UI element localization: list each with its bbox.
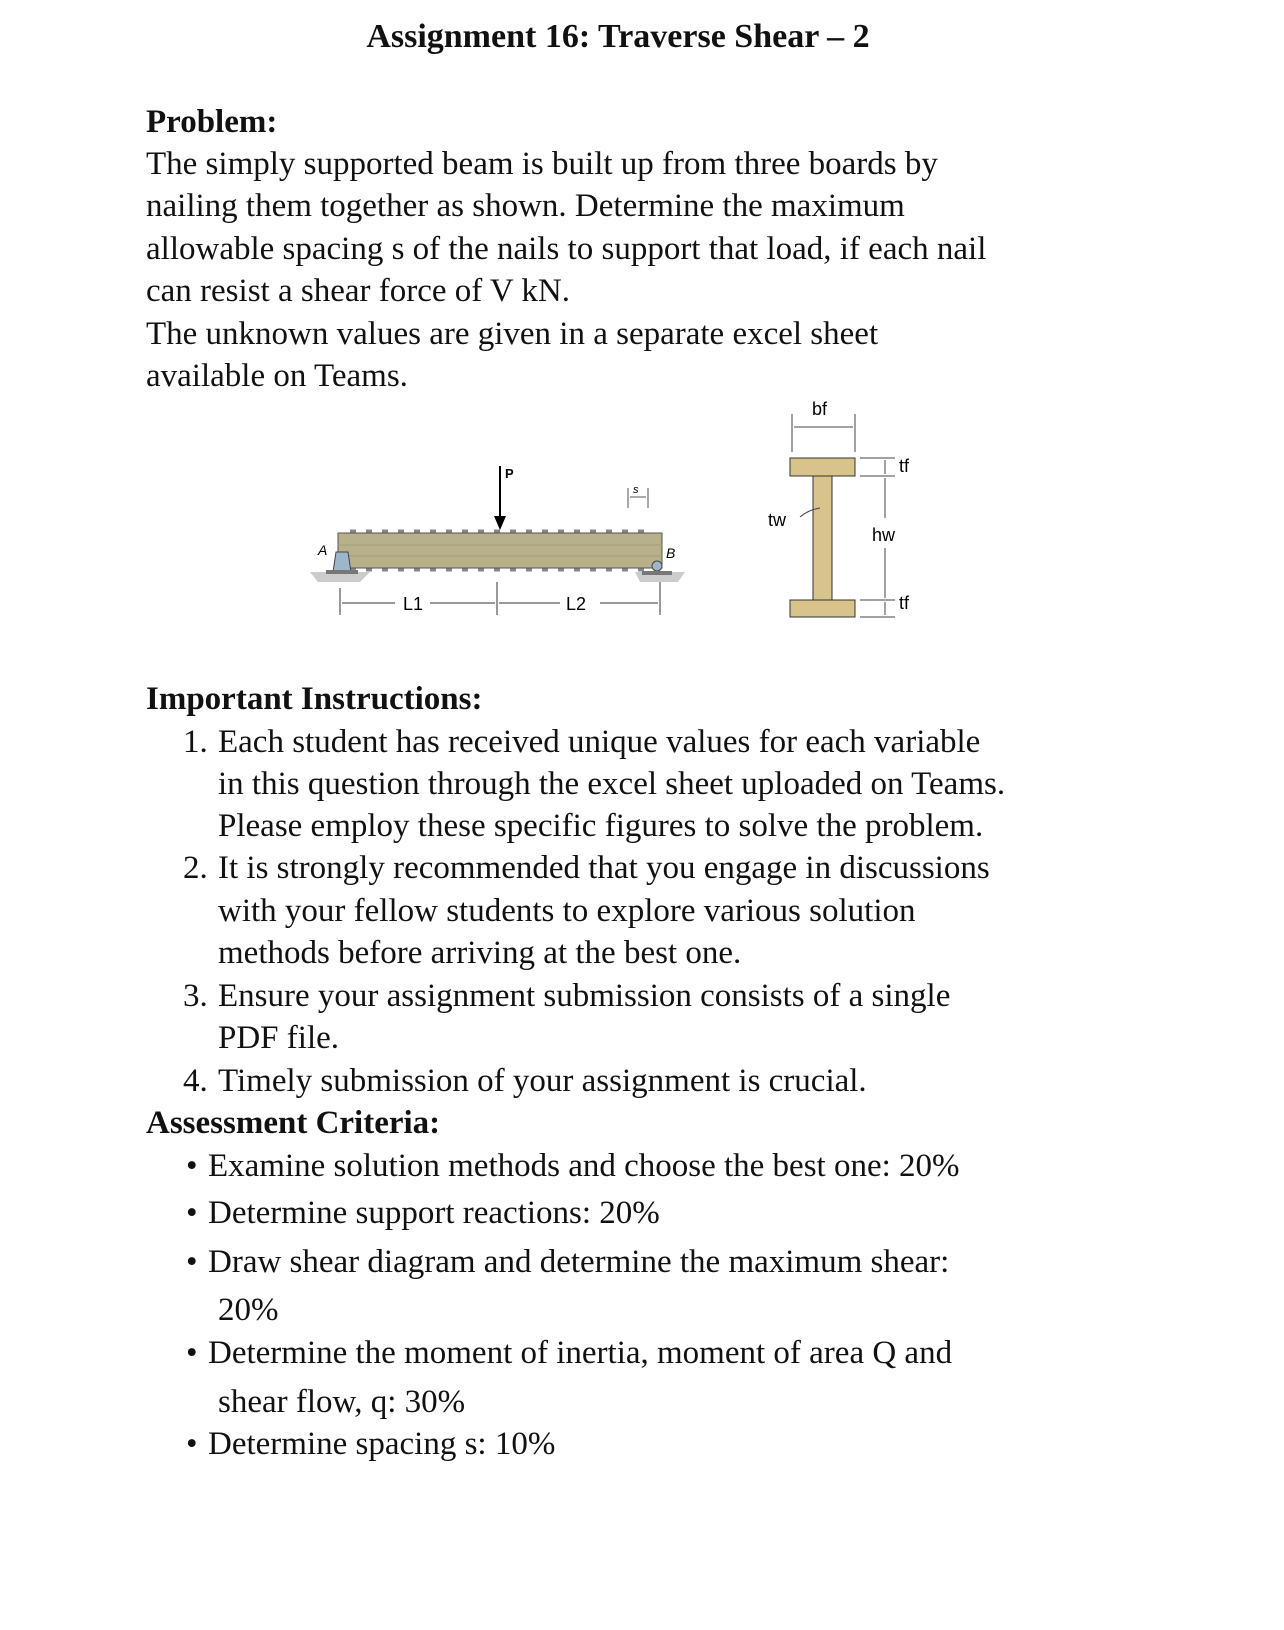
problem-line: allowable spacing s of the nails to support that load, if each nail [146, 231, 987, 267]
list-item: in this question through the excel sheet uploaded on Teams. [218, 766, 1006, 802]
page-title: Assignment 16: Traverse Shear – 2 [366, 18, 870, 55]
criteria-item: Determine support reactions: 20% [208, 1195, 660, 1231]
list-number: 1. [183, 724, 208, 760]
svg-text:P: P [505, 466, 514, 481]
i-section-diagram [768, 399, 910, 617]
problem-line: The unknown values are given in a separate excel sheet [146, 316, 879, 352]
criteria-heading: Assessment Criteria: [146, 1105, 441, 1141]
svg-text:A: A [318, 542, 328, 558]
criteria-item: Draw shear diagram and determine the maximum shear: [208, 1244, 950, 1280]
bullet-icon: • [186, 1148, 198, 1184]
criteria-item: 20% [218, 1292, 279, 1328]
beam [338, 533, 662, 568]
pin-support-a-icon [333, 552, 351, 572]
list-number: 2. [183, 850, 208, 886]
instructions-heading: Important Instructions: [146, 681, 483, 717]
list-number: 3. [183, 978, 208, 1014]
svg-text:hw: hw [872, 525, 896, 545]
problem-line: can resist a shear force of V kN. [146, 273, 570, 309]
list-item: Please employ these specific figures to solve the problem. [218, 808, 984, 844]
svg-text:L1: L1 [403, 594, 424, 614]
svg-text:tf: tf [899, 456, 910, 476]
problem-line: available on Teams. [146, 358, 408, 394]
problem-heading: Problem: [146, 104, 278, 140]
svg-text:tw: tw [768, 510, 786, 530]
criteria-item: Determine spacing s: 10% [208, 1426, 556, 1462]
criteria-item: shear flow, q: 30% [218, 1384, 466, 1420]
list-item: Each student has received unique values for each variable [218, 724, 981, 760]
list-item: PDF file. [218, 1020, 340, 1056]
beam-figure [0, 0, 1284, 640]
bullet-icon: • [186, 1244, 198, 1280]
list-item: methods before arriving at the best one. [218, 935, 742, 971]
list-item: It is strongly recommended that you engage in discussions [218, 850, 990, 886]
svg-text:L2: L2 [566, 594, 587, 614]
svg-text:B: B [666, 545, 676, 561]
criteria-item: Examine solution methods and choose the best one: 20% [208, 1148, 960, 1184]
list-item: Timely submission of your assignment is crucial. [218, 1063, 867, 1099]
list-number: 4. [183, 1063, 208, 1099]
svg-text:tf: tf [899, 593, 910, 613]
svg-text:bf: bf [812, 399, 828, 419]
list-item: Ensure your assignment submission consists of a single [218, 978, 951, 1014]
problem-line: The simply supported beam is built up from three boards by [146, 146, 938, 182]
beam-diagram [310, 466, 685, 615]
roller-support-b-icon [652, 561, 662, 571]
problem-line: nailing them together as shown. Determine the maximum [146, 188, 905, 224]
bullet-icon: • [186, 1195, 198, 1231]
svg-text:s: s [633, 484, 639, 496]
list-item: with your fellow students to explore various solution [218, 893, 916, 929]
bullet-icon: • [186, 1335, 198, 1371]
criteria-item: Determine the moment of inertia, moment of area Q and [208, 1335, 953, 1371]
bullet-icon: • [186, 1426, 198, 1462]
